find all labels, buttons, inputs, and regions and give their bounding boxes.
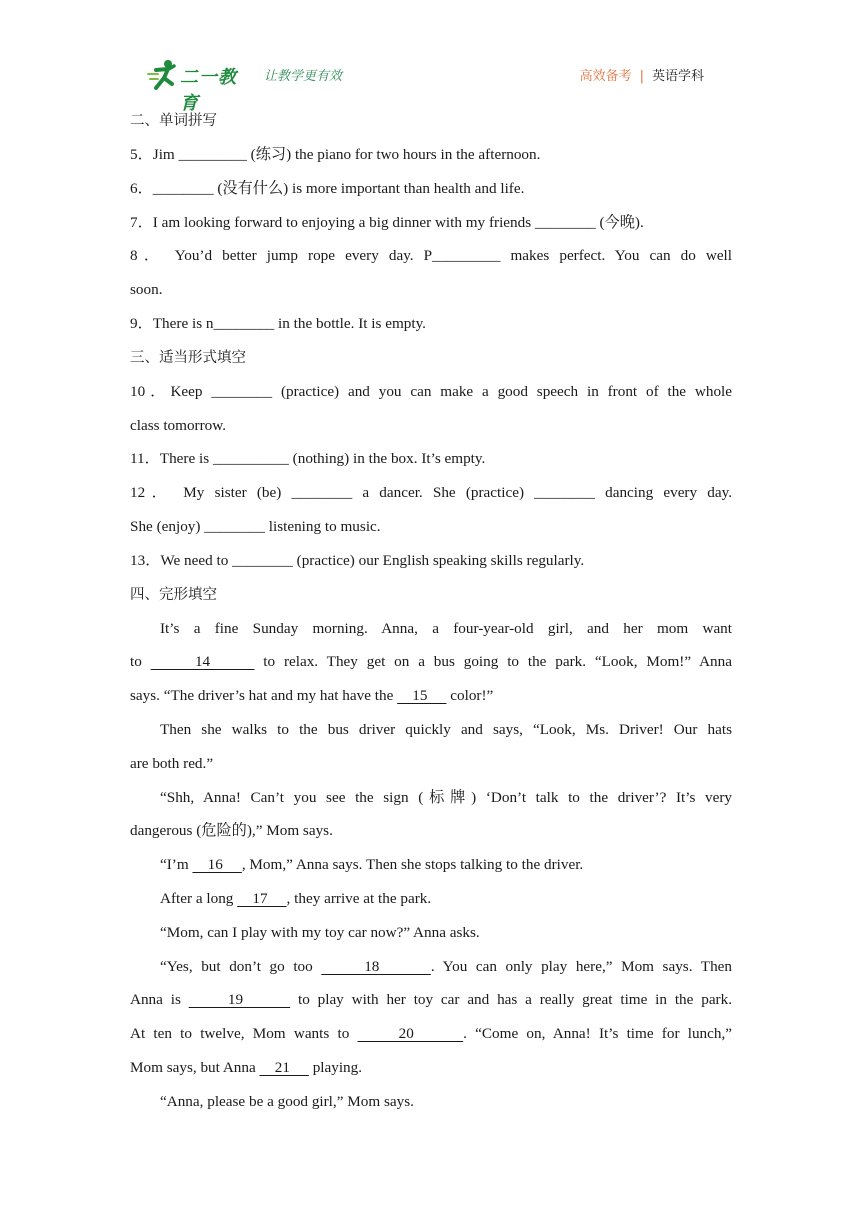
passage-line: [130, 983, 732, 1017]
passage-line: [130, 950, 732, 984]
cloze-blank-17: 17: [237, 889, 287, 907]
question-11: 11．There is __________ (nothing) in the box. It’s empty.: [130, 450, 486, 468]
passage-text: Anna is: [130, 991, 189, 1009]
passage-text: . “Come on, Anna! It’s time for lunch,”: [463, 1025, 733, 1043]
passage-line: [130, 882, 732, 916]
passage-line: [130, 679, 732, 713]
passage-line: Then she walks to the bus driver quickly and says, “Look, Ms. Driver! Our hats: [160, 720, 732, 738]
question-8: 8． You’d better jump rope every day. P_________ makes perfect. You can do well: [130, 247, 732, 265]
cloze-blank-21: 21: [259, 1058, 309, 1076]
subject-tag: [580, 65, 704, 84]
cloze-blank-19: 19: [188, 991, 291, 1009]
passage-text: , Mom,” Anna says. Then she stops talking to the driver.: [241, 856, 584, 874]
cloze-blank-16: 16: [192, 856, 242, 874]
cloze-blank-20: 20: [357, 1025, 464, 1043]
passage-line: [130, 1051, 732, 1085]
passage-line: “Mom, can I play with my toy car now?” Anna asks.: [160, 923, 480, 941]
brand-logo: [146, 58, 254, 113]
passage-text: to relax. They get on a bus going to the park. “Look, Mom!” Anna: [254, 653, 732, 671]
passage-text: color!”: [446, 687, 494, 705]
question-9: 9．There is n________ in the bottle. It is empty.: [130, 314, 426, 332]
passage-line: “Shh, Anna! Can’t you see the sign (标牌) ‘Don’t talk to the driver’? It’s very: [160, 788, 732, 806]
passage-text: After a long: [160, 889, 238, 907]
passage-text: to play with her toy car and has a really great time in the park.: [290, 991, 733, 1009]
passage-line: [130, 645, 732, 679]
question-7: 7．I am looking forward to enjoying a big dinner with my friends ________ (今晚).: [130, 213, 644, 231]
slogan: 让教学更有效: [264, 69, 343, 84]
cloze-blank-15: 15: [397, 687, 447, 705]
section-heading-cloze: 四、完形填空: [130, 586, 217, 603]
question-10: 10．Keep ________ (practice) and you can make a good speech in front of the whole: [130, 382, 732, 400]
question-5: 5．Jim _________ (练习) the piano for two hours in the afternoon.: [130, 146, 541, 163]
worksheet-content: [130, 104, 732, 1119]
tag-separator: |: [639, 69, 644, 84]
question-6: 6．________ (没有什么) is more important than health and life.: [130, 179, 525, 197]
question-12-continued: She (enjoy) ________ listening to music.: [130, 517, 381, 535]
passage-text: “Yes, but don’t go too: [160, 957, 322, 975]
running-figure-icon: [146, 58, 180, 92]
question-10-continued: class tomorrow.: [130, 416, 227, 434]
passage-text: . You can only play here,” Mom says. Then: [430, 957, 733, 975]
section-heading-fill-form: 三、适当形式填空: [130, 349, 246, 366]
passage-line: are both red.”: [130, 754, 214, 772]
passage-text: “I’m: [160, 856, 193, 874]
question-12: 12． My sister (be) ________ a dancer. She (practice) ________ dancing every day.: [130, 484, 732, 502]
tag-left: 高效备考: [579, 69, 632, 84]
passage-text: , they arrive at the park.: [286, 889, 432, 907]
passage-text: At ten to twelve, Mom wants to: [130, 1025, 358, 1043]
passage-line: “Anna, please be a good girl,” Mom says.: [160, 1092, 414, 1110]
question-13: 13．We need to ________ (practice) our English speaking skills regularly.: [130, 551, 585, 569]
cloze-blank-18: 18: [321, 957, 431, 975]
passage-line: dangerous (危险的),” Mom says.: [130, 822, 333, 840]
passage-line: It’s a fine Sunday morning. Anna, a four-year-old girl, and her mom want: [160, 619, 732, 637]
passage-text: playing.: [308, 1058, 363, 1076]
section-heading-spelling: 二、单词拼写: [130, 113, 217, 129]
cloze-blank-14: 14: [150, 653, 255, 671]
passage-line: [130, 1017, 732, 1051]
passage-text: says. “The driver’s hat and my hat have the: [130, 687, 398, 705]
tag-right: 英语学科: [651, 69, 704, 84]
passage-text: to: [130, 653, 151, 671]
passage-text: Mom says, but Anna: [130, 1058, 260, 1076]
passage-line: [130, 848, 732, 882]
page-header: [146, 58, 712, 113]
logo-text: 二一教育: [180, 67, 237, 113]
question-8-continued: soon.: [130, 281, 163, 299]
